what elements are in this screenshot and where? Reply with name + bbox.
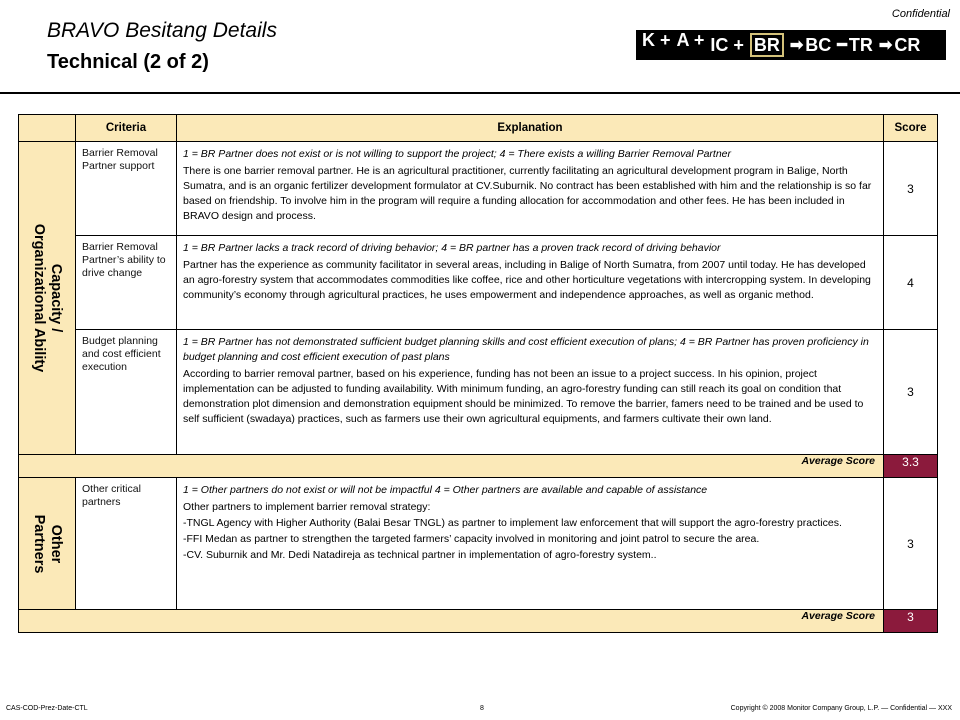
score-cell: 4	[884, 236, 938, 330]
explanation-cell	[177, 236, 884, 330]
flow-item-br: BR	[750, 33, 784, 57]
page-subtitle: Technical (2 of 2)	[47, 51, 209, 73]
footer-copyright: Copyright © 2008 Monitor Company Group, L.P. — Confidential — XXX	[730, 705, 952, 712]
table-header-row	[19, 115, 938, 142]
score-cell: 3	[884, 478, 938, 610]
explanation-text: There is one barrier removal partner. He is an agricultural practitioner, currently facilitating an agricultural development program in Balige, North Sumatra, and is an organic fertilizer development formulator at CV.Suburnik. No contract has been established with him and the relationship is so far based on friendship. To involve him in the program will require a funding allocation for accommodation and other fees. He has been included in BRAVO design and process.	[183, 165, 872, 222]
flow-item-cr: CR	[894, 34, 921, 55]
flow-item-tr: TR	[848, 34, 873, 55]
category-label-line1: Capacity /	[48, 263, 64, 333]
average-score: 3.3	[884, 455, 938, 478]
criteria-cell: Budget planning and cost efficient execution	[76, 330, 177, 455]
criteria-table	[18, 114, 938, 633]
table-row	[19, 330, 938, 455]
average-row	[19, 610, 938, 633]
category-label-line2: Partners	[31, 514, 47, 573]
scoring-scale: 1 = BR Partner has not demonstrated sufficient budget planning skills and cost efficient execution of plans; 4 = BR Partner has proven proficiency in budget planning and cost efficient execution of past plans	[183, 336, 869, 363]
explanation-cell	[177, 330, 884, 455]
explanation-text: -CV. Suburnik and Mr. Dedi Natadireja as technical partner in implementation of agro-forestry system..	[183, 549, 657, 561]
explanation-text: -TNGL Agency with Higher Authority (Balai Besar TNGL) as partner to implement law enforcement that will support the agro-forestry practices.	[183, 517, 842, 529]
footer-doc-id: CAS-COD-Prez-Date-CTL	[6, 705, 88, 712]
page-title: BRAVO Besitang Details	[47, 19, 277, 42]
confidential-label: Confidential	[891, 8, 950, 20]
explanation-cell	[177, 478, 884, 610]
category-other-partners	[19, 478, 76, 610]
explanation-text: -FFI Medan as partner to strengthen the targeted farmers’ capacity involved in monitoring and joint patrol to secure the area.	[183, 533, 760, 545]
average-label: Average Score	[19, 455, 884, 478]
arrow-right-icon: ➡	[878, 37, 893, 54]
scoring-scale: 1 = Other partners do not exist or will not be impactful 4 = Other partners are available and capable of assistance	[183, 484, 708, 496]
header-blank	[19, 115, 76, 142]
dash-icon: ━	[837, 37, 847, 54]
scoring-scale: 1 = BR Partner lacks a track record of driving behavior; 4 = BR partner has a proven track record of driving behavior	[183, 242, 721, 254]
table-row	[19, 142, 938, 236]
flow-item-ic: IC +	[710, 34, 744, 55]
arrow-right-icon: ➡	[789, 37, 804, 54]
table-row	[19, 236, 938, 330]
header-criteria: Criteria	[76, 115, 177, 142]
scoring-scale: 1 = BR Partner does not exist or is not willing to support the project; 4 = There exists a willing Barrier Removal Partner	[183, 148, 731, 160]
flow-item-k: K +	[642, 29, 671, 50]
score-cell: 3	[884, 142, 938, 236]
title-divider	[0, 92, 960, 94]
explanation-text: According to barrier removal partner, based on his experience, funding has not been an issue to a project success. In his opinion, project implementation can be adjusted to funding availability. With minimum funding, an agro-forestry funding can still reach its goal on condition that demonstration plot dimension and demonstration equipment should be minimized. To remove the barrier, famers need to be trained and be used to self sufficient (swadaya) practices, such as farmers use their own agricultural equipments, and farmers cultivate their own land.	[183, 368, 864, 425]
flow-item-bc: BC	[805, 34, 832, 55]
score-cell: 3	[884, 330, 938, 455]
table-row	[19, 478, 938, 610]
footer-page-number: 8	[480, 705, 484, 712]
explanation-cell	[177, 142, 884, 236]
category-label-line2: Organizational Ability	[31, 223, 47, 373]
average-score: 3	[884, 610, 938, 633]
explanation-text: Other partners to implement barrier removal strategy:	[183, 501, 431, 513]
explanation-text: Partner has the experience as community facilitator in several areas, including in Balige of North Sumatra, from 2007 until today. He has developed an agro-forestry system that accommodates commodities like coffee, rice and other horticulture vegetations with intercropping system. In developing community’s economy through agricultural practices, he uses empowerment and independence approaches, as well as organic method.	[183, 259, 871, 301]
average-label: Average Score	[19, 610, 884, 633]
header-explanation: Explanation	[177, 115, 884, 142]
category-capacity	[19, 142, 76, 455]
average-row	[19, 455, 938, 478]
header-score: Score	[884, 115, 938, 142]
category-label-line1: Other	[48, 524, 64, 563]
criteria-cell: Barrier Removal Partner support	[76, 142, 177, 236]
flow-item-a: A +	[676, 29, 705, 50]
flow-banner	[636, 30, 946, 60]
criteria-cell: Other critical partners	[76, 478, 177, 610]
criteria-cell: Barrier Removal Partner’s ability to drive change	[76, 236, 177, 330]
